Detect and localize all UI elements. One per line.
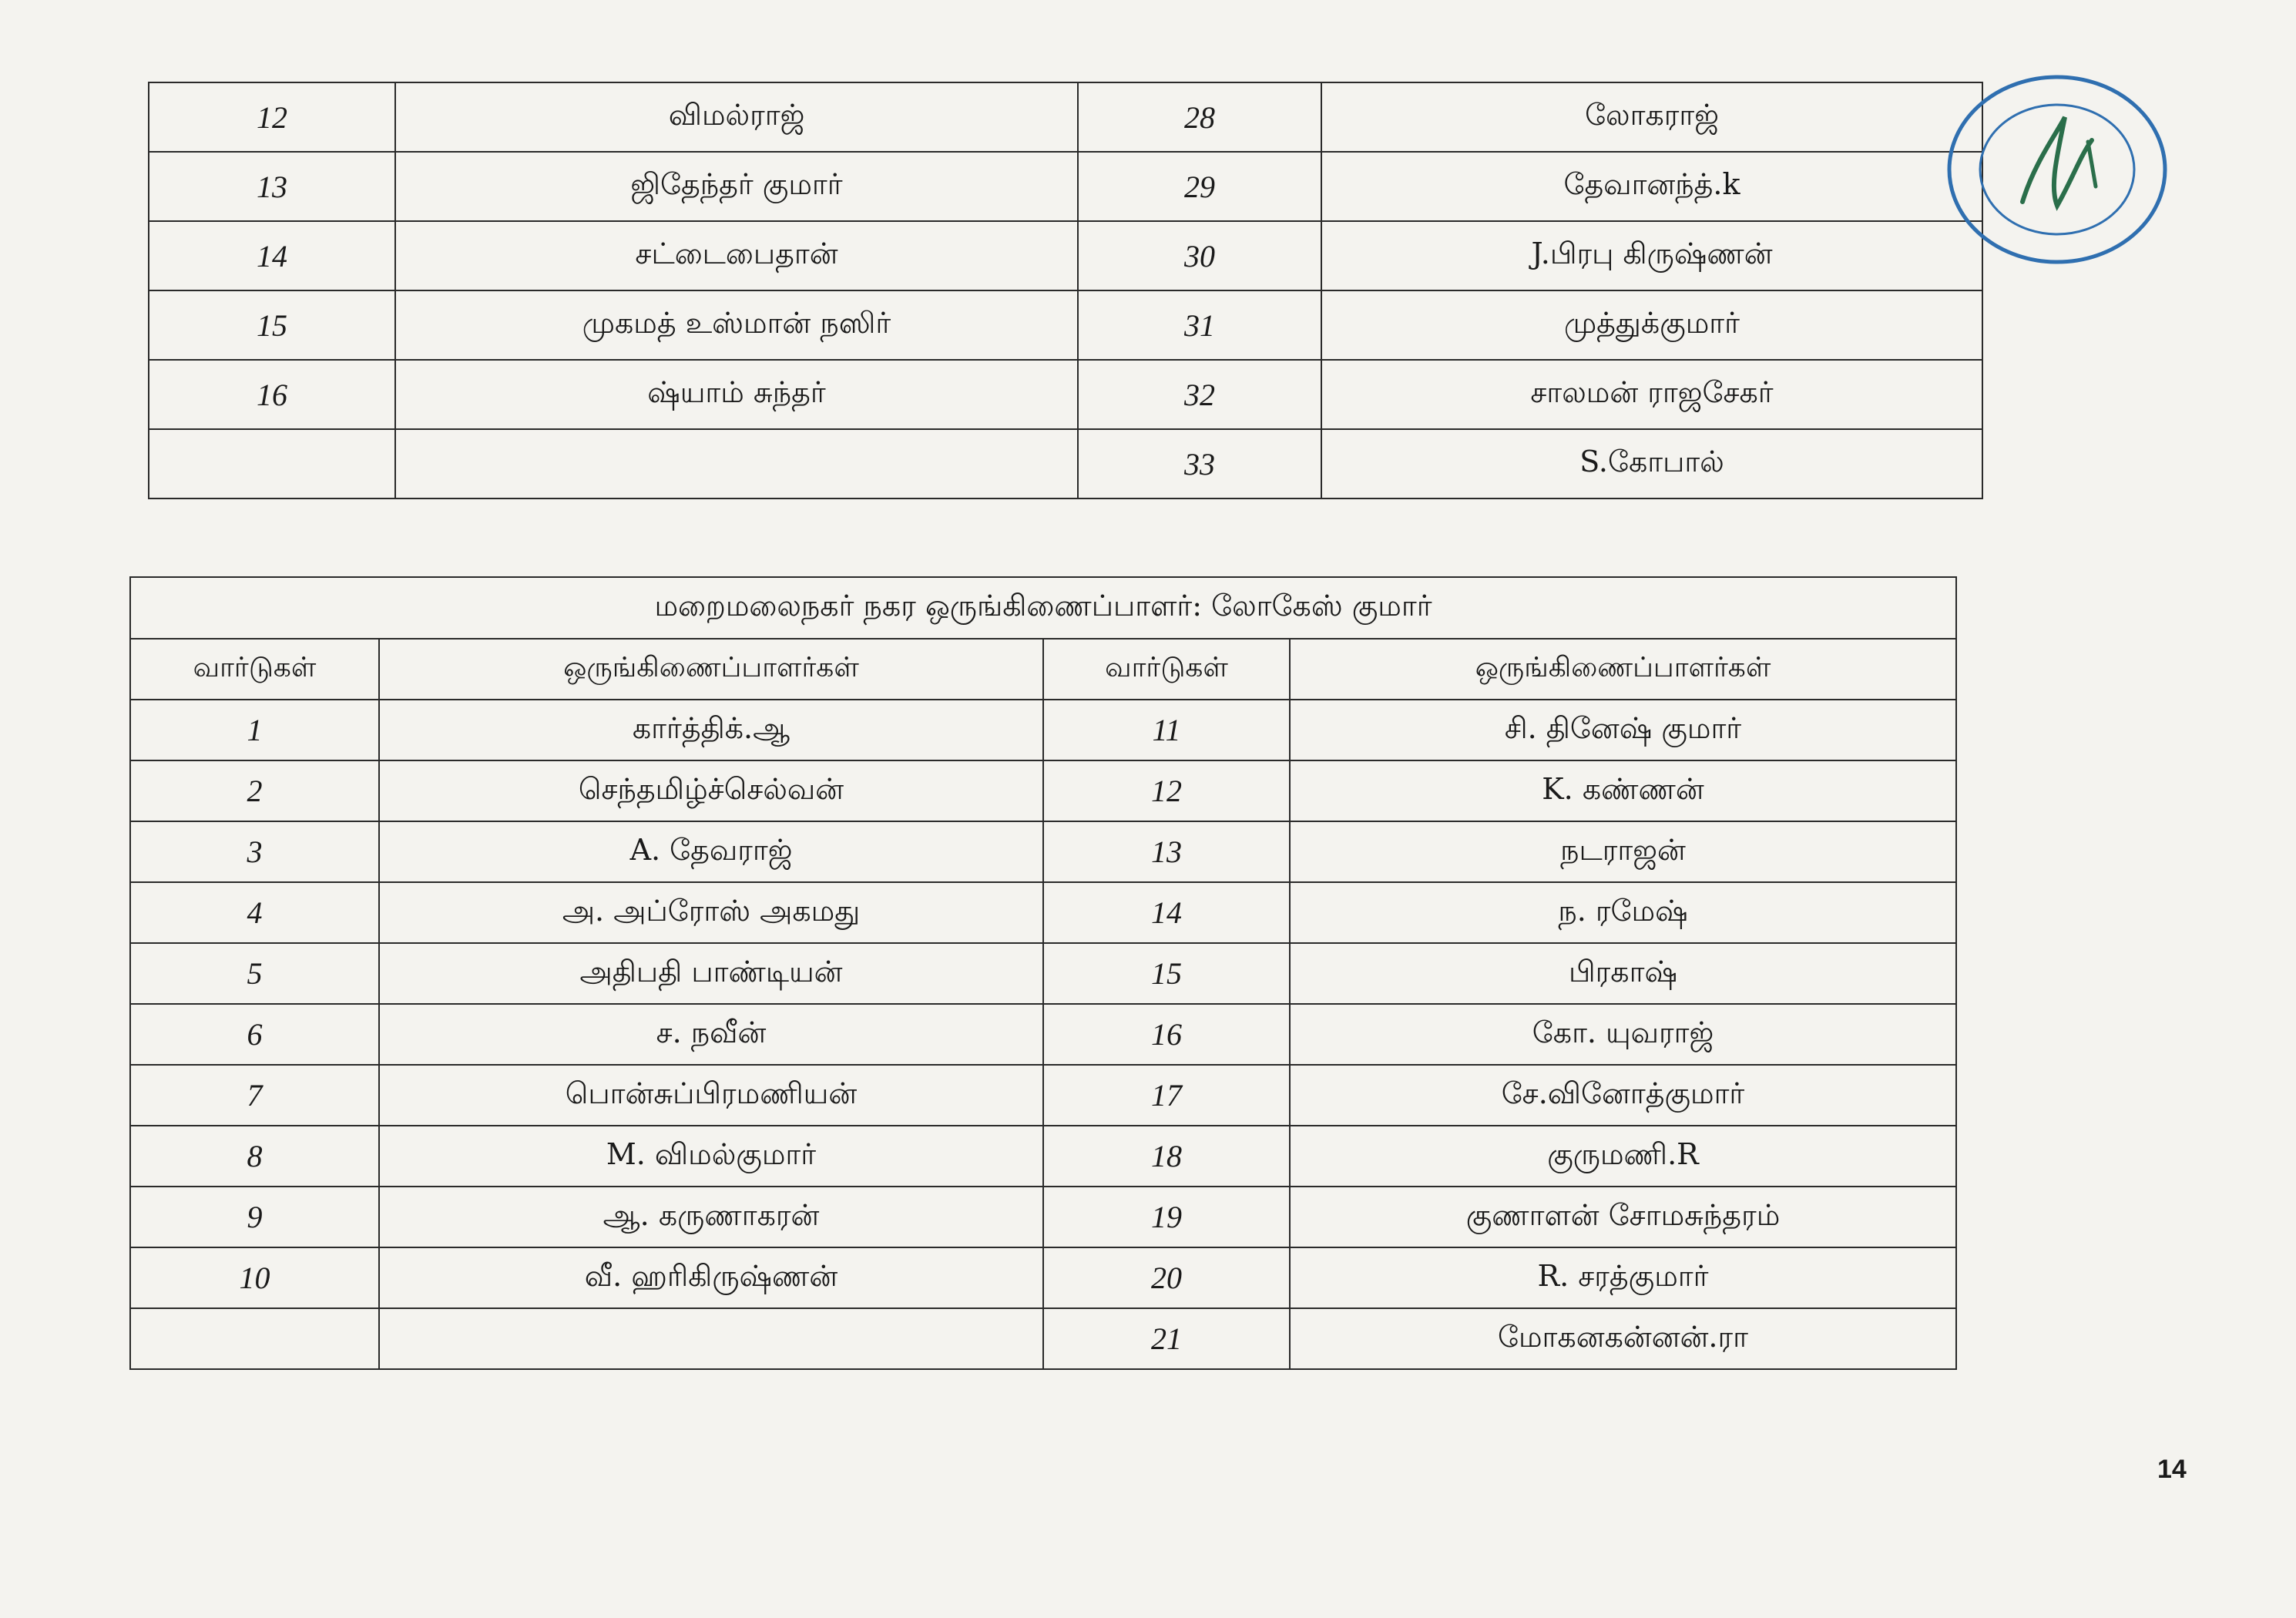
ward-number: 11	[1043, 700, 1290, 760]
ward-number: 31	[1078, 290, 1321, 360]
table-row	[149, 429, 1982, 498]
coordinator-name: ச. நவீன்	[379, 1004, 1043, 1065]
ward-number: 5	[130, 943, 379, 1004]
ward-number: 7	[130, 1065, 379, 1126]
ward-number: 17	[1043, 1065, 1290, 1126]
coordinator-name: ஆ. கருணாகரன்	[379, 1187, 1043, 1247]
ward-number: 10	[130, 1247, 379, 1308]
ward-number: 16	[1043, 1004, 1290, 1065]
table-row	[130, 760, 1956, 821]
coordinator-name: சட்டைபைதான்	[395, 221, 1078, 290]
table-row	[149, 152, 1982, 221]
ward-number: 15	[149, 290, 395, 360]
coordinator-name: மோகனகன்னன்.ரா	[1290, 1308, 1956, 1369]
header-coordinators: ஒருங்கிணைப்பாளர்கள்	[1290, 639, 1956, 700]
table-title-row	[130, 577, 1956, 639]
ward-number: 15	[1043, 943, 1290, 1004]
ward-number	[149, 429, 395, 498]
coordinator-name: செந்தமிழ்ச்செல்வன்	[379, 760, 1043, 821]
coordinator-name: குருமணி.R	[1290, 1126, 1956, 1187]
table-row	[149, 360, 1982, 429]
coordinator-name: முத்துக்குமார்	[1321, 290, 1982, 360]
page-number: 14	[2157, 1455, 2187, 1484]
ward-number: 4	[130, 882, 379, 943]
coordinator-name: விமல்ராஜ்	[395, 82, 1078, 152]
ward-number: 6	[130, 1004, 379, 1065]
ward-number: 9	[130, 1187, 379, 1247]
coordinator-name: K. கண்ணன்	[1290, 760, 1956, 821]
coordinator-name: ஜிதேந்தர் குமார்	[395, 152, 1078, 221]
ward-number: 14	[149, 221, 395, 290]
ward-number: 1	[130, 700, 379, 760]
table-row	[149, 290, 1982, 360]
maraimalai-nagar-coordinators-table	[129, 576, 1957, 1370]
ward-number: 28	[1078, 82, 1321, 152]
coordinator-name: ஷ்யாம் சுந்தர்	[395, 360, 1078, 429]
ward-number: 13	[149, 152, 395, 221]
coordinator-name	[395, 429, 1078, 498]
table-row	[130, 1308, 1956, 1369]
ward-number: 33	[1078, 429, 1321, 498]
ward-number: 12	[1043, 760, 1290, 821]
coordinator-name: M. விமல்குமார்	[379, 1126, 1043, 1187]
ward-number: 12	[149, 82, 395, 152]
table-row	[130, 1126, 1956, 1187]
ward-number: 13	[1043, 821, 1290, 882]
table-row	[149, 221, 1982, 290]
table-row	[130, 882, 1956, 943]
table-row	[149, 82, 1982, 152]
table-title: மறைமலைநகர் நகர ஒருங்கிணைப்பாளர்: லோகேஸ் குமார்	[130, 577, 1956, 639]
coordinator-name: சாலமன் ராஜசேகர்	[1321, 360, 1982, 429]
table-row	[130, 700, 1956, 760]
ward-number: 2	[130, 760, 379, 821]
table-row	[130, 1065, 1956, 1126]
coordinator-name: S.கோபால்	[1321, 429, 1982, 498]
coordinators-table-continued	[148, 82, 1983, 499]
coordinator-name: பொன்சுப்பிரமணியன்	[379, 1065, 1043, 1126]
ward-number	[130, 1308, 379, 1369]
ward-number: 20	[1043, 1247, 1290, 1308]
coordinator-name: லோகராஜ்	[1321, 82, 1982, 152]
coordinator-name	[379, 1308, 1043, 1369]
coordinator-name: J.பிரபு கிருஷ்ணன்	[1321, 221, 1982, 290]
table-row	[130, 1247, 1956, 1308]
coordinator-name: முகமத் உஸ்மான் நஸிர்	[395, 290, 1078, 360]
table-row	[130, 1187, 1956, 1247]
table-row	[130, 1004, 1956, 1065]
coordinator-name: தேவானந்த்.k	[1321, 152, 1982, 221]
ward-number: 3	[130, 821, 379, 882]
coordinator-name: வீ. ஹரிகிருஷ்ணன்	[379, 1247, 1043, 1308]
header-coordinators: ஒருங்கிணைப்பாளர்கள்	[379, 639, 1043, 700]
party-seal-stamp	[1942, 71, 2180, 271]
table-header-row	[130, 639, 1956, 700]
ward-number: 30	[1078, 221, 1321, 290]
coordinator-name: A. தேவராஜ்	[379, 821, 1043, 882]
coordinator-name: அ. அப்ரோஸ் அகமது	[379, 882, 1043, 943]
coordinator-name: கார்த்திக்.ஆ	[379, 700, 1043, 760]
table-row	[130, 943, 1956, 1004]
coordinator-name: கோ. யுவராஜ்	[1290, 1004, 1956, 1065]
coordinator-name: பிரகாஷ்	[1290, 943, 1956, 1004]
ward-number: 32	[1078, 360, 1321, 429]
ward-number: 29	[1078, 152, 1321, 221]
coordinator-name: ந. ரமேஷ்	[1290, 882, 1956, 943]
ward-number: 18	[1043, 1126, 1290, 1187]
coordinator-name: சி. தினேஷ் குமார்	[1290, 700, 1956, 760]
header-wards: வார்டுகள்	[130, 639, 379, 700]
table-row	[130, 821, 1956, 882]
ward-number: 21	[1043, 1308, 1290, 1369]
coordinator-name: குணாளன் சோமசுந்தரம்	[1290, 1187, 1956, 1247]
ward-number: 14	[1043, 882, 1290, 943]
header-wards: வார்டுகள்	[1043, 639, 1290, 700]
ward-number: 19	[1043, 1187, 1290, 1247]
ward-number: 8	[130, 1126, 379, 1187]
ward-number: 16	[149, 360, 395, 429]
coordinator-name: நடராஜன்	[1290, 821, 1956, 882]
coordinator-name: சே.வினோத்குமார்	[1290, 1065, 1956, 1126]
coordinator-name: அதிபதி பாண்டியன்	[379, 943, 1043, 1004]
coordinator-name: R. சரத்குமார்	[1290, 1247, 1956, 1308]
